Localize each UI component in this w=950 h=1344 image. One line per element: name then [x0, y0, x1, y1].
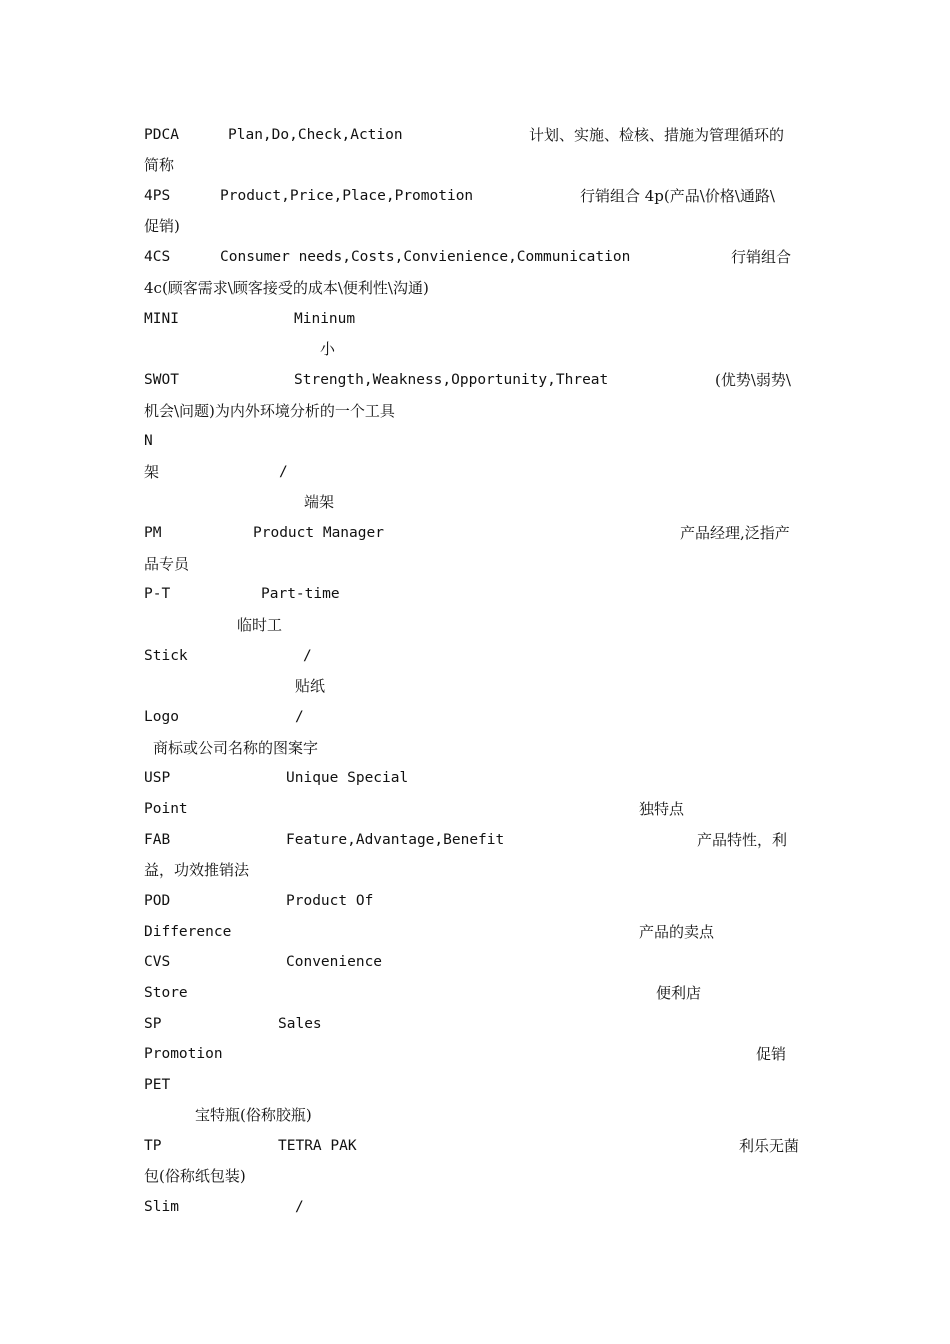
abbreviation: USP	[144, 770, 171, 786]
full-term-continued: Point	[144, 801, 188, 817]
abbreviation-continued: 架	[144, 463, 160, 481]
abbreviation: TP	[144, 1138, 162, 1154]
full-term: Part-time	[261, 586, 340, 602]
full-term: Convenience	[286, 954, 383, 970]
glossary-line	[0, 273, 950, 303]
glossary-line	[0, 1009, 950, 1039]
meaning-continued: 宝特瓶(俗称胶瓶)	[195, 1106, 312, 1124]
meaning-continued: 品专员	[144, 555, 190, 573]
glossary-line	[0, 150, 950, 180]
meaning: 计划、实施、检核、措施为管理循环的	[529, 126, 785, 144]
full-term-continued: Store	[144, 985, 188, 1001]
meaning-continued: 端架	[304, 493, 335, 511]
meaning-continued: 4c(顾客需求\顾客接受的成本\便利性\沟通)	[144, 279, 429, 297]
meaning-continued: 小	[320, 340, 336, 358]
abbreviation: SP	[144, 1016, 162, 1032]
full-term: Product Manager	[253, 525, 384, 541]
glossary-line	[0, 1100, 950, 1130]
glossary-line	[0, 702, 950, 732]
meaning-continued: 商标或公司名称的图案字	[153, 739, 319, 757]
full-term: Product Of	[286, 893, 374, 909]
abbreviation: 4CS	[144, 249, 171, 265]
glossary-line	[0, 825, 950, 855]
meaning: (优势\弱势\	[715, 371, 791, 389]
meaning-continued: 包(俗称纸包装)	[144, 1167, 246, 1185]
glossary-line	[0, 641, 950, 671]
abbreviation: MINI	[144, 311, 179, 327]
glossary-line	[0, 365, 950, 395]
abbreviation: CVS	[144, 954, 171, 970]
meaning: 独特点	[639, 800, 685, 818]
meaning: 产品的卖点	[639, 923, 715, 941]
abbreviation: SWOT	[144, 372, 179, 388]
full-term: TETRA PAK	[278, 1138, 357, 1154]
abbreviation: N	[144, 433, 153, 449]
meaning-continued: 临时工	[237, 616, 283, 634]
glossary-line	[0, 1161, 950, 1191]
glossary-line	[0, 211, 950, 241]
meaning: 行销组合	[731, 248, 792, 266]
meaning: 产品经理,泛指产	[680, 524, 790, 542]
glossary-line	[0, 1039, 950, 1069]
glossary-line	[0, 947, 950, 977]
abbreviation: Logo	[144, 709, 179, 725]
meaning: 利乐无菌	[739, 1137, 800, 1155]
glossary-line	[0, 396, 950, 426]
meaning: 行销组合 4p(产品\价格\通路\	[580, 187, 775, 205]
full-term: Feature,Advantage,Benefit	[286, 832, 505, 848]
glossary-line	[0, 886, 950, 916]
glossary-line	[0, 304, 950, 334]
abbreviation: Stick	[144, 648, 188, 664]
separator-slash: /	[279, 464, 288, 480]
glossary-line	[0, 549, 950, 579]
full-term: Plan,Do,Check,Action	[228, 127, 403, 143]
abbreviation: POD	[144, 893, 171, 909]
glossary-line	[0, 426, 950, 456]
meaning-continued: 促销)	[144, 217, 180, 235]
separator-slash: /	[295, 709, 304, 725]
meaning: 促销	[756, 1045, 787, 1063]
glossary-line	[0, 181, 950, 211]
glossary-line	[0, 334, 950, 364]
meaning: 产品特性，利	[697, 831, 788, 849]
full-term: Unique Special	[286, 770, 409, 786]
meaning-continued: 机会\问题)为内外环境分析的一个工具	[144, 402, 395, 420]
abbreviation: 4PS	[144, 188, 171, 204]
separator-slash: /	[295, 1199, 304, 1215]
meaning-continued: 简称	[144, 156, 175, 174]
glossary-line	[0, 733, 950, 763]
full-term: Strength,Weakness,Opportunity,Threat	[294, 372, 609, 388]
glossary-line	[0, 855, 950, 885]
glossary-line	[0, 1070, 950, 1100]
abbreviation: P-T	[144, 586, 171, 602]
glossary-line	[0, 120, 950, 150]
glossary-line	[0, 457, 950, 487]
glossary-line	[0, 579, 950, 609]
full-term-continued: Promotion	[144, 1046, 223, 1062]
meaning: 便利店	[656, 984, 702, 1002]
abbreviation: PDCA	[144, 127, 179, 143]
separator-slash: /	[303, 648, 312, 664]
abbreviation: FAB	[144, 832, 171, 848]
glossary-line	[0, 1131, 950, 1161]
glossary-line	[0, 917, 950, 947]
glossary-line	[0, 763, 950, 793]
meaning-continued: 益，功效推销法	[144, 861, 250, 879]
meaning-continued: 贴纸	[295, 677, 326, 695]
full-term: Consumer needs,Costs,Convienience,Communication	[220, 249, 631, 265]
glossary-line	[0, 671, 950, 701]
glossary-line	[0, 242, 950, 272]
full-term: Product,Price,Place,Promotion	[220, 188, 474, 204]
glossary-line	[0, 1192, 950, 1222]
full-term-continued: Difference	[144, 924, 232, 940]
full-term: Sales	[278, 1016, 322, 1032]
glossary-line	[0, 610, 950, 640]
glossary-line	[0, 487, 950, 517]
glossary-line	[0, 794, 950, 824]
full-term: Mininum	[294, 311, 356, 327]
abbreviation: PET	[144, 1077, 171, 1093]
glossary-line	[0, 978, 950, 1008]
glossary-line	[0, 518, 950, 548]
abbreviation: PM	[144, 525, 162, 541]
abbreviation: Slim	[144, 1199, 179, 1215]
